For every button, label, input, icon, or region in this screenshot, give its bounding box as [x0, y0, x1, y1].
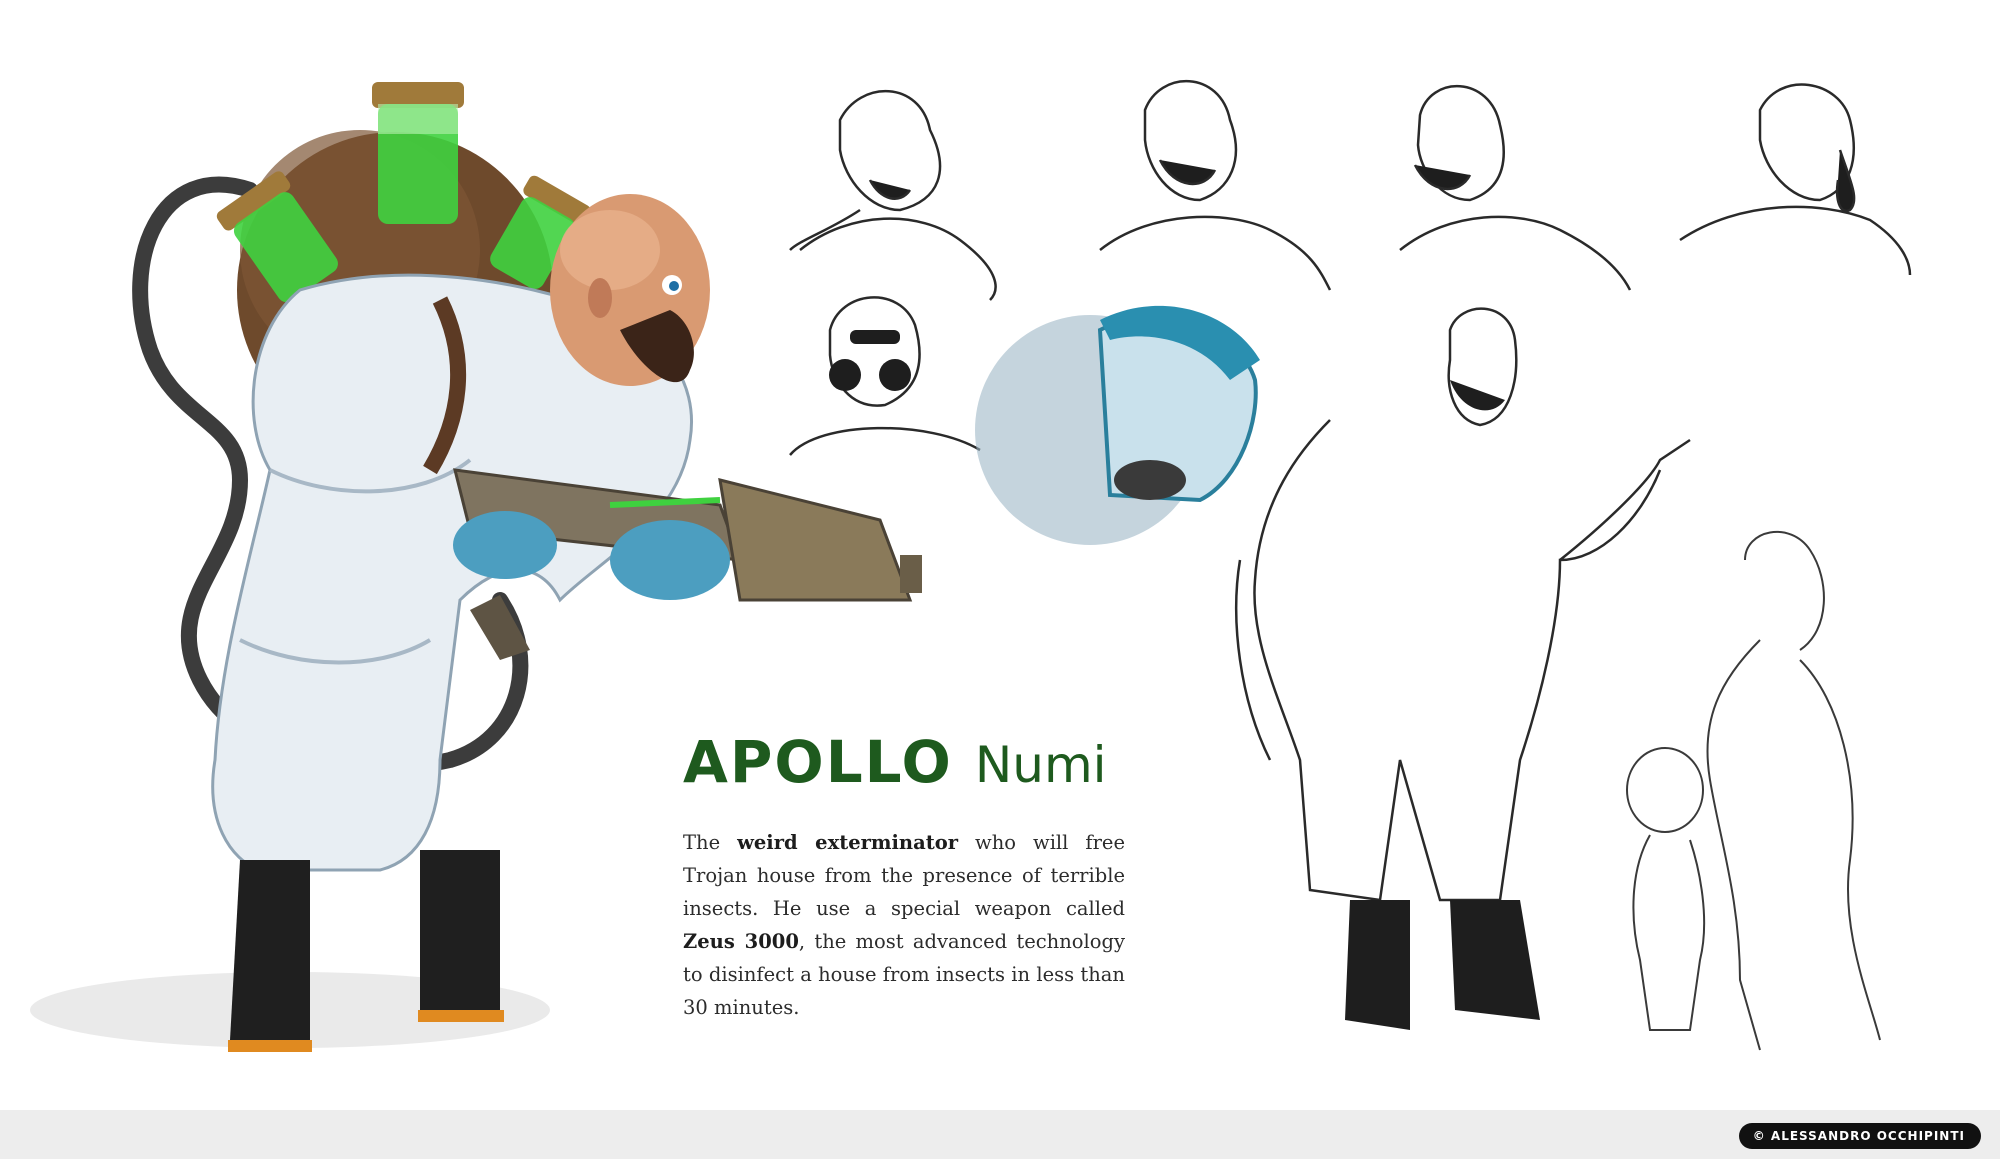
description-text-1: The — [683, 831, 738, 854]
woman-and-boy-sketch — [1627, 532, 1880, 1050]
head-sketch-3 — [1400, 86, 1630, 290]
head-sketch-4 — [1680, 85, 1910, 275]
character-description — [683, 826, 1125, 1024]
description-bold-1: weird exterminator — [737, 831, 959, 854]
gas-mask-sketch — [790, 297, 980, 455]
head-sketch-2 — [1100, 81, 1330, 290]
description-text-3: , the most advanced technology to disinfect a house from insects in less than 30 minutes. — [683, 930, 1126, 1019]
title-first-name: APOLLO — [683, 728, 953, 796]
title-last-name: Numi — [974, 736, 1107, 794]
title-line — [683, 728, 1143, 796]
head-sketches — [790, 81, 1910, 300]
footer-bar — [0, 1110, 2000, 1159]
full-body-sketch — [1236, 309, 1690, 1030]
description-bold-2: Zeus 3000 — [683, 930, 799, 953]
description-text-2: who will free Trojan house from the presence of terrible insects. He use a special weapon called — [683, 831, 1125, 920]
face-shield-sketch — [975, 306, 1260, 545]
credit-badge: © ALESSANDRO OCCHIPINTI — [1739, 1123, 1981, 1149]
head-sketch-1 — [790, 91, 996, 300]
character-title — [683, 728, 1143, 796]
